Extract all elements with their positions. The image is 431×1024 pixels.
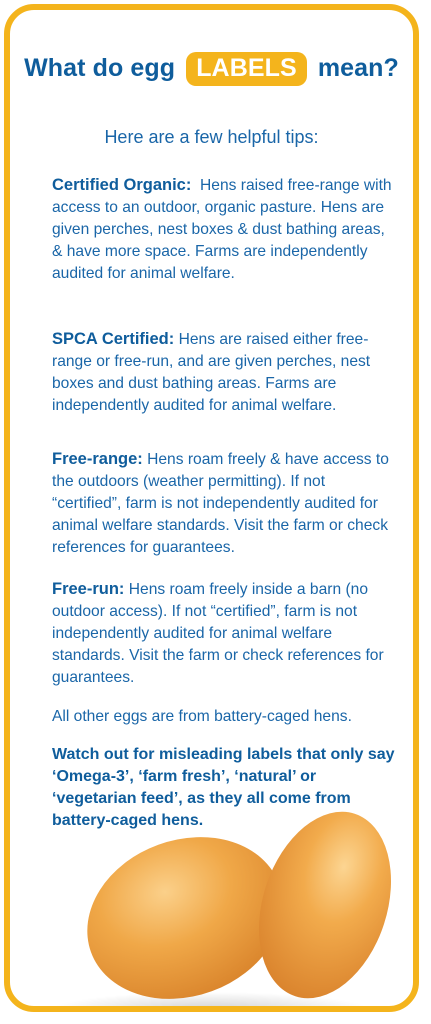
page-title — [10, 52, 413, 86]
tip-free-range — [52, 448, 397, 559]
tip-spca-certified — [52, 328, 397, 417]
eggs-illustration — [10, 800, 419, 1012]
title-highlight-badge: LABELS — [186, 52, 307, 86]
subtitle: Here are a few helpful tips: — [104, 127, 319, 147]
tip-term: Free-range: — [52, 450, 143, 468]
tip-text: Hens roam freely & have access to the outdoors (weather permitting). If not “certified”, farm is not independently audited for animal welfare standards. Visit the farm or check references for guarantees. — [52, 451, 389, 556]
tip-term: Free-run: — [52, 580, 125, 598]
tip-text: Hens roam freely inside a barn (no outdoor access). If not “certified”, farm is not independently audited for animal welfare standards. Visit the farm or check references for guarantees. — [52, 581, 384, 686]
tip-text: Hens raised free-range with access to an outdoor, organic pasture. Hens are given perches, nest boxes & dust bathing areas, & have more space. Farms are independently audited for animal welfare. — [52, 177, 392, 282]
egg-right — [236, 800, 413, 1012]
title-text-after: mean? — [317, 54, 399, 82]
info-card — [4, 4, 419, 1012]
tip-certified-organic — [52, 174, 397, 285]
battery-cage-note: All other eggs are from battery-caged hens. — [52, 708, 352, 725]
tip-term: Certified Organic: — [52, 176, 192, 194]
title-text-before: What do egg — [24, 54, 176, 82]
warning-text: Watch out for misleading labels that only say ‘Omega-3’, ‘farm fresh’, ‘natural’ or ‘vegetarian feed’, as they all come from battery-caged hens. — [52, 746, 395, 829]
tip-term: SPCA Certified: — [52, 330, 175, 348]
tip-free-run — [52, 578, 397, 689]
tip-text: Hens are raised either free-range or free-run, and are given perches, nest boxes and dust bathing areas. Farms are independently audited for animal welfare. — [52, 331, 371, 414]
